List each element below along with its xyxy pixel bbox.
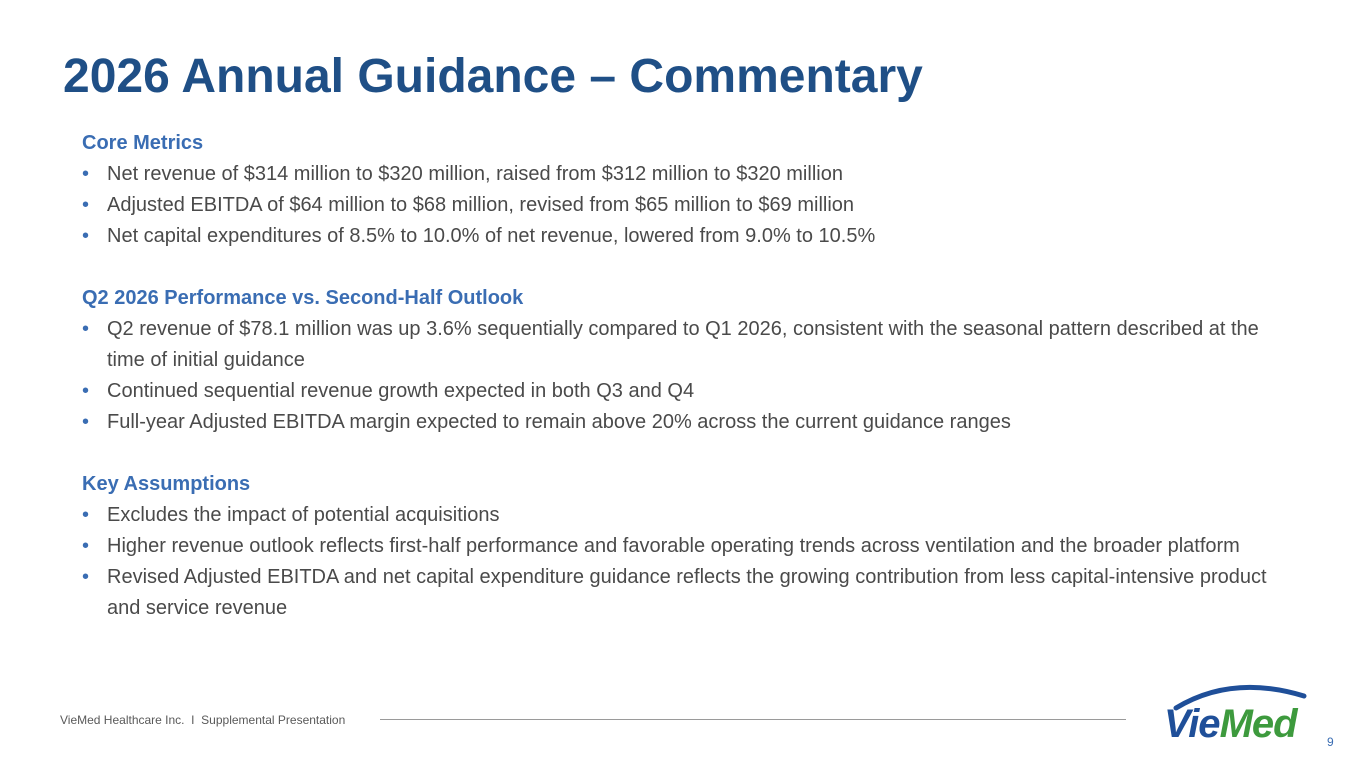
bullet-item [82,562,1282,624]
logo-wordmark-med: Med [1219,702,1297,742]
section-core-metrics [82,128,1282,252]
viemed-logo [1162,682,1308,742]
bullet-item [82,500,1282,531]
bullet-icon: • [82,535,90,557]
footer-text: VieMed Healthcare Inc. I Supplemental Presentation [60,713,346,727]
bullet-text: Higher revenue outlook reflects first-half performance and favorable operating trends across ventilation and the broader platform [107,535,1240,557]
bullet-text: Adjusted EBITDA of $64 million to $68 million, revised from $65 million to $69 million [107,194,855,216]
section-q2-performance [82,283,1282,438]
bullet-icon: • [82,225,90,247]
section-heading: Core Metrics [82,132,204,154]
section-heading: Key Assumptions [82,473,251,495]
bullet-icon: • [82,163,90,185]
bullet-list [82,500,1282,624]
bullet-text: Net capital expenditures of 8.5% to 10.0% of net revenue, lowered from 9.0% to 10.5% [107,225,876,247]
bullet-item [82,190,1282,221]
bullet-list [82,159,1282,252]
bullet-text: Net revenue of $314 million to $320 million, raised from $312 million to $320 million [107,163,843,185]
section-heading: Q2 2026 Performance vs. Second-Half Outlook [82,287,524,309]
bullet-item [82,314,1282,376]
bullet-item [82,407,1282,438]
bullet-text: Excludes the impact of potential acquisitions [107,504,500,526]
bullet-item [82,531,1282,562]
bullet-item [82,159,1282,190]
slide-title: 2026 Annual Guidance – Commentary [63,50,923,103]
bullet-icon: • [82,566,90,588]
bullet-text: Full-year Adjusted EBITDA margin expected to remain above 20% across the current guidance ranges [107,411,1011,433]
bullet-item [82,376,1282,407]
page-number: 9 [1327,735,1334,749]
bullet-list [82,314,1282,438]
bullet-icon: • [82,194,90,216]
bullet-text: Q2 revenue of $78.1 million was up 3.6% sequentially compared to Q1 2026, consistent with the seasonal pattern described at the time of initial guidance [107,318,1259,371]
bullet-icon: • [82,504,90,526]
footer-divider [380,719,1126,720]
logo-wordmark-vie: Vie [1164,702,1220,742]
bullet-item [82,221,1282,252]
section-key-assumptions [82,469,1282,624]
bullet-text: Revised Adjusted EBITDA and net capital expenditure guidance reflects the growing contribution from less capital-intensive product and service revenue [107,566,1267,619]
bullet-icon: • [82,380,90,402]
bullet-icon: • [82,411,90,433]
bullet-icon: • [82,318,90,340]
bullet-text: Continued sequential revenue growth expected in both Q3 and Q4 [107,380,695,402]
logo-wordmark [1164,702,1299,742]
slide-content [82,128,1282,624]
